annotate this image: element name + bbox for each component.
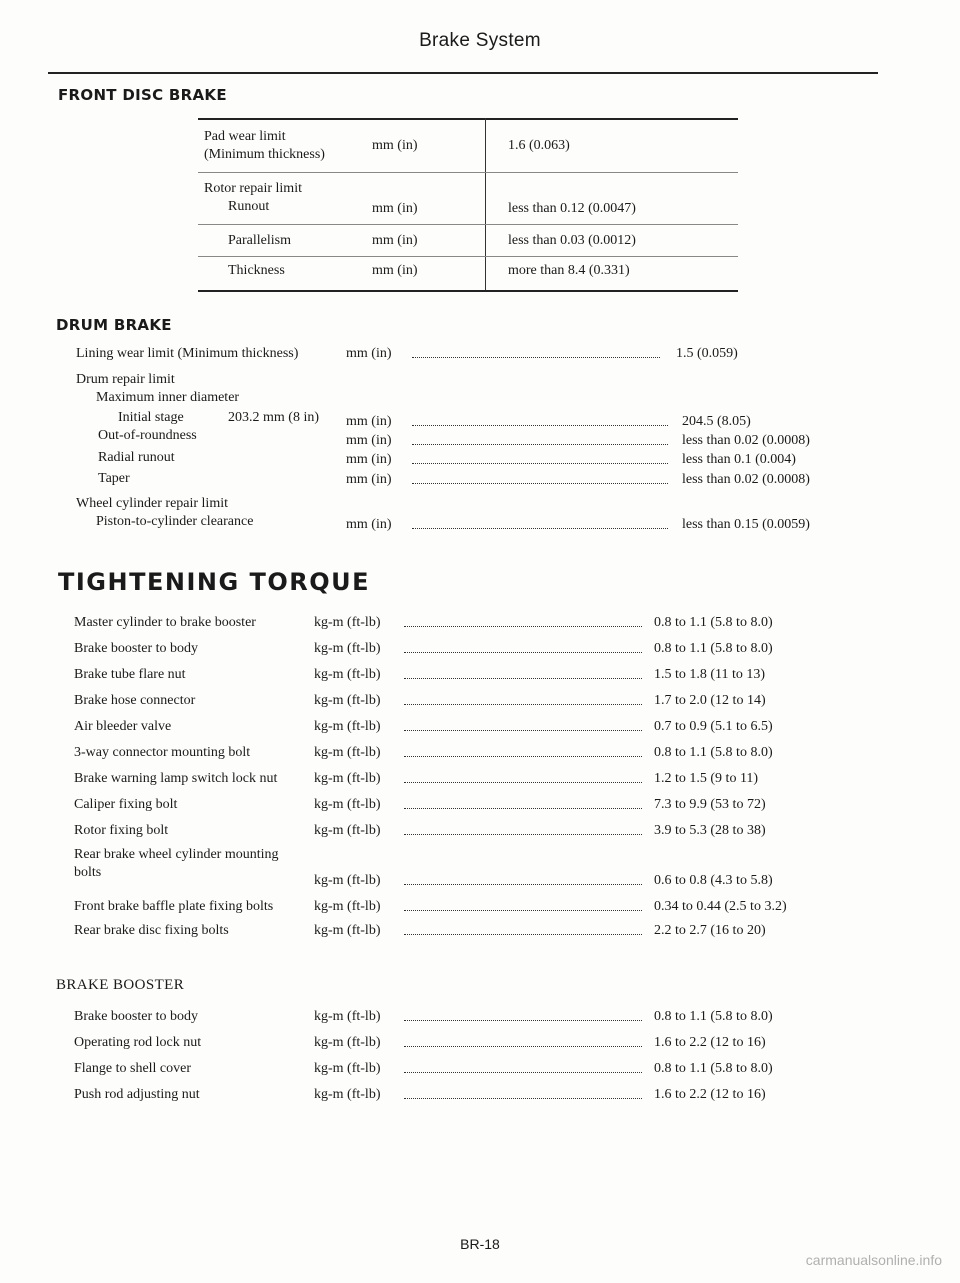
leader-dots: [404, 614, 642, 627]
runout-value: less than 0.12 (0.0047): [508, 201, 636, 216]
leader-dots: [404, 1008, 642, 1021]
wheel-cylinder-label: Wheel cylinder repair limit: [76, 496, 228, 511]
page-header-title: Brake System: [419, 30, 541, 51]
radial-runout-unit: mm (in): [346, 452, 392, 467]
lining-wear-label: Lining wear limit (Minimum thickness): [76, 346, 299, 361]
leader-dots: [412, 516, 668, 529]
piston-clearance-value: less than 0.15 (0.0059): [682, 517, 810, 532]
torque-item-label: Brake warning lamp switch lock nut: [74, 771, 278, 786]
front-disc-title: FRONT DISC BRAKE: [58, 86, 227, 104]
torque-item-unit: kg-m (ft-lb): [314, 771, 381, 786]
lining-wear-unit: mm (in): [346, 346, 392, 361]
watermark-text: carmanualsonline.info: [805, 1252, 942, 1268]
table-top-rule: [198, 118, 738, 120]
pad-wear-unit: mm (in): [372, 138, 418, 153]
out-of-round-value: less than 0.02 (0.0008): [682, 433, 810, 448]
torque-item-value: 0.8 to 1.1 (5.8 to 8.0): [654, 615, 773, 630]
torque-item-unit: kg-m (ft-lb): [314, 899, 381, 914]
torque-item-value: 1.7 to 2.0 (12 to 14): [654, 693, 766, 708]
leader-dots: [404, 898, 642, 911]
torque-item-unit: kg-m (ft-lb): [314, 923, 381, 938]
torque-item-value: 0.6 to 0.8 (4.3 to 5.8): [654, 873, 773, 888]
taper-value: less than 0.02 (0.0008): [682, 472, 810, 487]
drum-brake-title: DRUM BRAKE: [56, 316, 172, 334]
torque-item-value: 1.6 to 2.2 (12 to 16): [654, 1035, 766, 1050]
torque-item-unit: kg-m (ft-lb): [314, 615, 381, 630]
torque-item-label: Master cylinder to brake booster: [74, 615, 256, 630]
thickness-label: Thickness: [228, 263, 285, 278]
thickness-value: more than 8.4 (0.331): [508, 263, 630, 278]
torque-item-unit: kg-m (ft-lb): [314, 667, 381, 682]
leader-dots: [412, 471, 668, 484]
max-inner-label: Maximum inner diameter: [96, 390, 240, 405]
tightening-torque-title: TIGHTENING TORQUE: [58, 568, 371, 596]
torque-item-value: 0.8 to 1.1 (5.8 to 8.0): [654, 745, 773, 760]
torque-item-value: 0.8 to 1.1 (5.8 to 8.0): [654, 1061, 773, 1076]
torque-item-value: 0.34 to 0.44 (2.5 to 3.2): [654, 899, 787, 914]
torque-item-label: Brake tube flare nut: [74, 667, 186, 682]
leader-dots: [404, 872, 642, 885]
torque-item-unit: kg-m (ft-lb): [314, 1009, 381, 1024]
leader-dots: [404, 1086, 642, 1099]
initial-stage-label: Initial stage: [118, 410, 184, 425]
taper-label: Taper: [98, 471, 130, 486]
leader-dots: [412, 432, 668, 445]
header-rule: [48, 72, 878, 74]
torque-item-unit: kg-m (ft-lb): [314, 641, 381, 656]
out-of-round-unit: mm (in): [346, 433, 392, 448]
pad-wear-label: Pad wear limit: [204, 129, 286, 144]
torque-item-label: Front brake baffle plate fixing bolts: [74, 899, 274, 914]
torque-item-label: Flange to shell cover: [74, 1061, 192, 1076]
leader-dots: [404, 744, 642, 757]
torque-item-unit: kg-m (ft-lb): [314, 745, 381, 760]
parallelism-value: less than 0.03 (0.0012): [508, 233, 636, 248]
runout-label: Runout: [228, 199, 270, 214]
torque-item-label: Rear brake disc fixing bolts: [74, 923, 229, 938]
radial-runout-value: less than 0.1 (0.004): [682, 452, 796, 467]
leader-dots: [412, 413, 668, 426]
torque-item-label: 3-way connector mounting bolt: [74, 745, 251, 760]
table-row-rule: [198, 172, 738, 173]
torque-item-unit: kg-m (ft-lb): [314, 1061, 381, 1076]
torque-item-value: 1.5 to 1.8 (11 to 13): [654, 667, 766, 682]
torque-item-label: Brake hose connector: [74, 693, 196, 708]
leader-dots: [404, 796, 642, 809]
torque-item-value: 2.2 to 2.7 (16 to 20): [654, 923, 766, 938]
torque-item-value: 1.6 to 2.2 (12 to 16): [654, 1087, 766, 1102]
torque-item-label: Operating rod lock nut: [74, 1035, 202, 1050]
parallelism-label: Parallelism: [228, 233, 291, 248]
torque-item-unit: kg-m (ft-lb): [314, 797, 381, 812]
torque-item-value: 7.3 to 9.9 (53 to 72): [654, 797, 766, 812]
leader-dots: [412, 451, 668, 464]
torque-item-unit: kg-m (ft-lb): [314, 1087, 381, 1102]
brake-booster-title: BRAKE BOOSTER: [56, 977, 185, 993]
lining-wear-value: 1.5 (0.059): [676, 346, 738, 361]
table-bottom-rule: [198, 290, 738, 292]
rotor-repair-label: Rotor repair limit: [204, 181, 302, 196]
table-row-rule: [198, 224, 738, 225]
page-number: BR-18: [460, 1236, 500, 1252]
leader-dots: [404, 822, 642, 835]
leader-dots: [404, 640, 642, 653]
torque-item-unit: kg-m (ft-lb): [314, 873, 381, 888]
out-of-round-label: Out-of-roundness: [98, 428, 197, 443]
leader-dots: [404, 718, 642, 731]
torque-item-value: 3.9 to 5.3 (28 to 38): [654, 823, 766, 838]
leader-dots: [404, 692, 642, 705]
torque-item-label: Rotor fixing bolt: [74, 823, 169, 838]
pad-wear-sub: (Minimum thickness): [204, 147, 325, 162]
initial-stage-unit: mm (in): [346, 414, 392, 429]
table-row-rule: [198, 256, 738, 257]
rear-wheel-cyl-label-2: bolts: [74, 865, 102, 880]
torque-item-unit: kg-m (ft-lb): [314, 693, 381, 708]
torque-item-unit: kg-m (ft-lb): [314, 823, 381, 838]
torque-item-unit: kg-m (ft-lb): [314, 1035, 381, 1050]
torque-item-label: Caliper fixing bolt: [74, 797, 178, 812]
pad-wear-value: 1.6 (0.063): [508, 138, 570, 153]
thickness-unit: mm (in): [372, 263, 418, 278]
torque-item-label: Brake booster to body: [74, 1009, 199, 1024]
table-divider: [485, 118, 486, 292]
torque-item-value: 0.8 to 1.1 (5.8 to 8.0): [654, 641, 773, 656]
torque-item-label: Air bleeder valve: [74, 719, 172, 734]
torque-item-unit: kg-m (ft-lb): [314, 719, 381, 734]
piston-clearance-label: Piston-to-cylinder clearance: [96, 514, 254, 529]
torque-item-value: 0.8 to 1.1 (5.8 to 8.0): [654, 1009, 773, 1024]
initial-stage-spec: 203.2 mm (8 in): [228, 410, 319, 425]
leader-dots: [404, 922, 642, 935]
leader-dots: [404, 770, 642, 783]
drum-repair-label: Drum repair limit: [76, 372, 175, 387]
leader-dots: [404, 1034, 642, 1047]
taper-unit: mm (in): [346, 472, 392, 487]
torque-item-label: Brake booster to body: [74, 641, 199, 656]
rear-wheel-cyl-label: Rear brake wheel cylinder mounting: [74, 847, 279, 862]
piston-clearance-unit: mm (in): [346, 517, 392, 532]
torque-item-value: 1.2 to 1.5 (9 to 11): [654, 771, 759, 786]
initial-stage-value: 204.5 (8.05): [682, 414, 751, 429]
leader-dots: [404, 666, 642, 679]
leader-dots: [412, 345, 660, 358]
parallelism-unit: mm (in): [372, 233, 418, 248]
runout-unit: mm (in): [372, 201, 418, 216]
torque-item-value: 0.7 to 0.9 (5.1 to 6.5): [654, 719, 773, 734]
leader-dots: [404, 1060, 642, 1073]
radial-runout-label: Radial runout: [98, 450, 175, 465]
torque-item-label: Push rod adjusting nut: [74, 1087, 200, 1102]
